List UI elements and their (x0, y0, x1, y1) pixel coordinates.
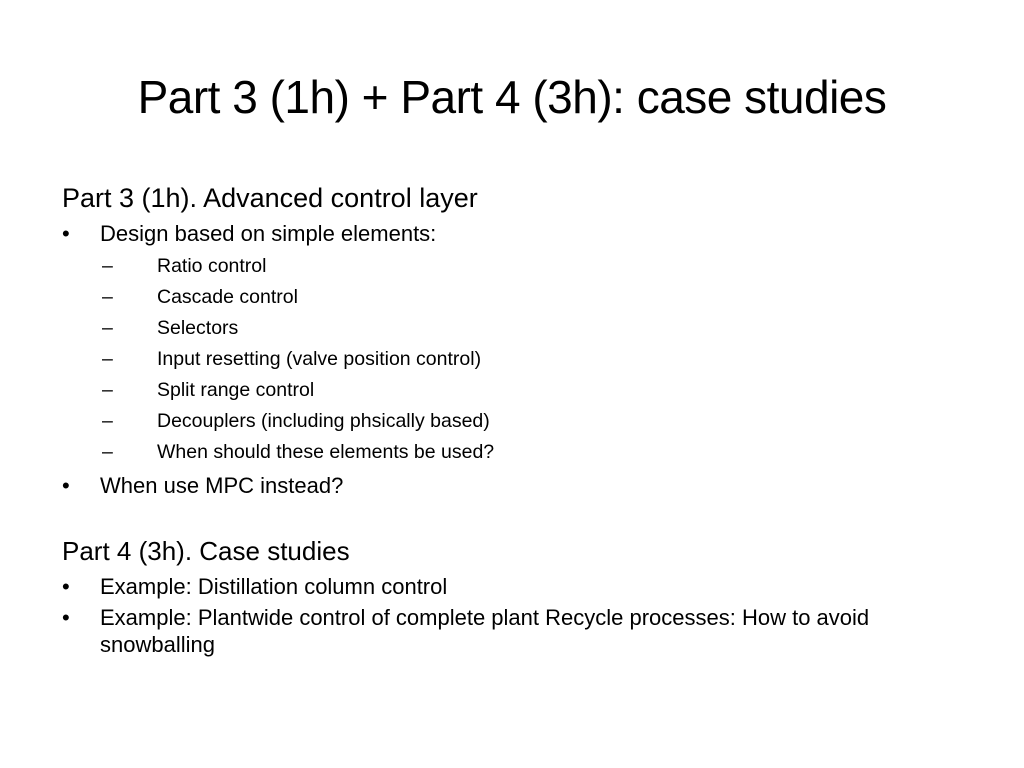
dash-marker: – (102, 348, 113, 370)
dash-marker: – (102, 410, 113, 432)
bullet-item (62, 220, 962, 247)
part4-heading: Part 4 (3h). Case studies (62, 536, 350, 566)
sub-item (62, 313, 962, 344)
sub-item (62, 344, 962, 375)
dash-marker: – (102, 441, 113, 463)
sub-item (62, 375, 962, 406)
bullet-text: Design based on simple elements: (100, 221, 437, 246)
sub-item (62, 282, 962, 313)
section-spacer (62, 503, 962, 533)
sub-item (62, 406, 962, 437)
slide-content (62, 180, 962, 662)
bullet-marker: • (62, 221, 70, 246)
dash-marker: – (102, 255, 113, 277)
part3-heading: Part 3 (1h). Advanced control layer (62, 183, 478, 213)
bullet-item (62, 472, 962, 499)
bullet-text: When use MPC instead? (100, 473, 344, 498)
bullet-item (62, 604, 962, 658)
sub-text: Split range control (157, 379, 315, 401)
dash-marker: – (102, 286, 113, 308)
dash-marker: – (102, 379, 113, 401)
sub-text: Selectors (157, 317, 239, 339)
sub-text: When should these elements be used? (157, 441, 495, 463)
bullet-marker: • (62, 574, 70, 599)
bullet-text: Example: Plantwide control of complete plant Recycle processes: How to avoid snowballing (100, 605, 870, 657)
dash-marker: – (102, 317, 113, 339)
sub-text: Input resetting (valve position control) (157, 348, 482, 370)
sub-item (62, 251, 962, 282)
sub-item (62, 437, 962, 468)
bullet-item (62, 573, 962, 600)
slide-title: Part 3 (1h) + Part 4 (3h): case studies (137, 71, 887, 123)
bullet-marker: • (62, 605, 70, 630)
bullet-text: Example: Distillation column control (100, 574, 448, 599)
sub-text: Ratio control (157, 255, 267, 277)
bullet-marker: • (62, 473, 70, 498)
sub-text: Decouplers (including phsically based) (157, 410, 490, 432)
sub-text: Cascade control (157, 286, 298, 308)
